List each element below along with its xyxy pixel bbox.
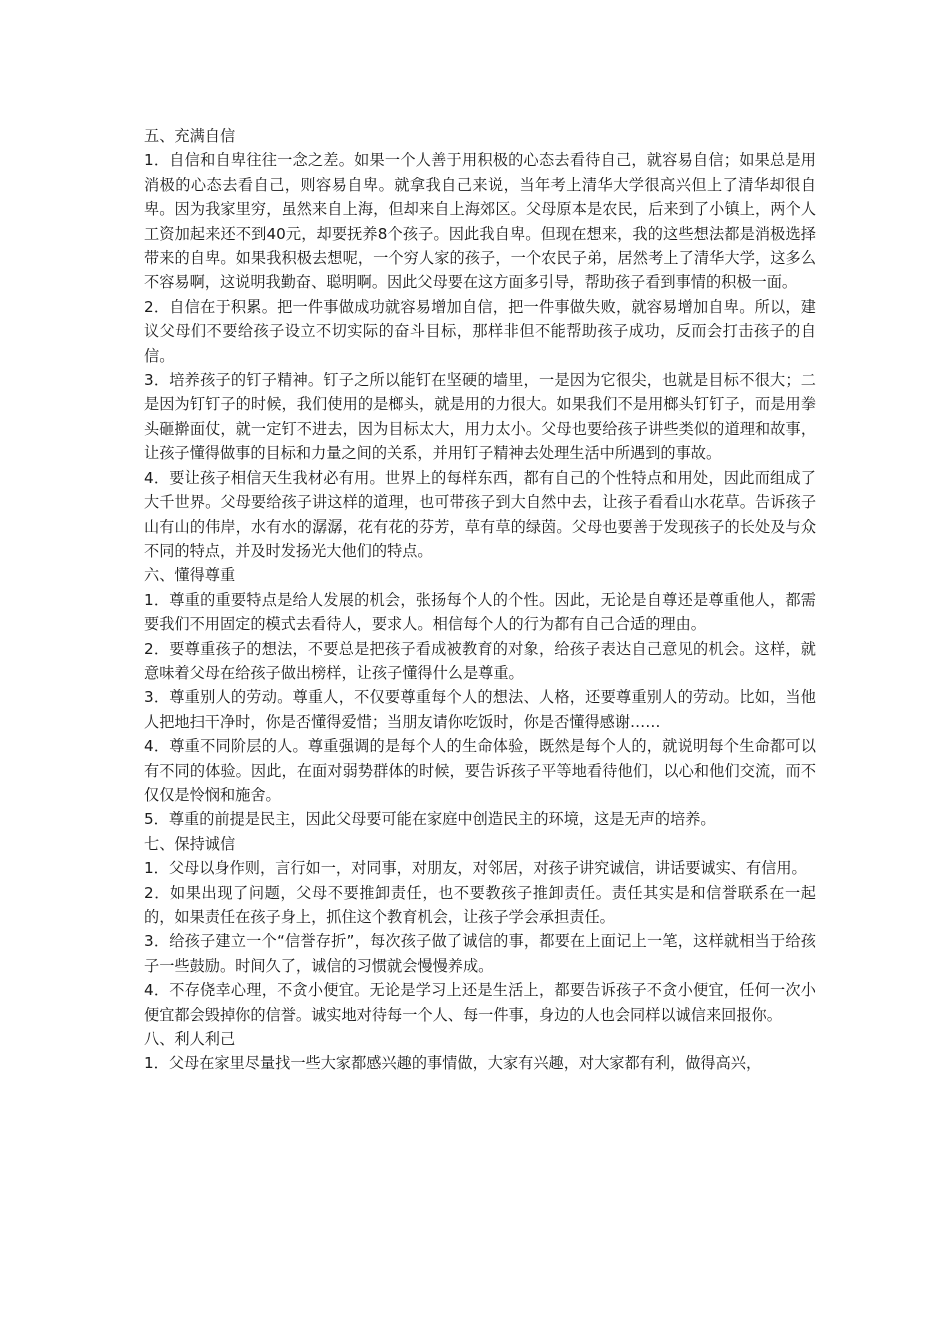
paragraph: 2．要尊重孩子的想法，不要总是把孩子看成被教育的对象，给孩子表达自己意见的机会。这样，就意味着父母在给孩子做出榜样，让孩子懂得什么是尊重。 bbox=[144, 639, 816, 682]
paragraph: 4．尊重不同阶层的人。尊重强调的是每个人的生命体验，既然是每个人的，就说明每个生命都可以有不同的体验。因此，在面对弱势群体的时候，要告诉孩子平等地看待他们，以心和他们交流，而不仅仅是怜悯和施舍。 bbox=[144, 737, 816, 804]
paragraph: 1．尊重的重要特点是给人发展的机会，张扬每个人的个性。因此，无论是自尊还是尊重他人，都需要我们不用固定的模式去看待人，要求人。相信每个人的行为都有自己合适的理由。 bbox=[144, 590, 816, 634]
paragraph: 3．给孩子建立一个“信誉存折”，每次孩子做了诚信的事，都要在上面记上一笔，这样就相当于给孩子一些鼓励。时间久了，诚信的习惯就会慢慢养成。 bbox=[144, 932, 816, 975]
paragraph: 1．自信和自卑往往一念之差。如果一个人善于用积极的心态去看待自己，就容易自信；如果总是用消极的心态去看自己，则容易自卑。就拿我自己来说，当年考上清华大学很高兴但上了清华却很自卑。因为我家里穷，虽然来自上海，但却来自上海郊区。父母原本是农民，后来到了小镇上，两个人工资加起来还不到40元，却要抚养8个孩子。因此我自卑。但现在想来，我的这些想法都是消极选择带来的自卑。如果我积极去想呢，一个穷人家的孩子，一个农民子弟，居然考上了清华大学，这多么不容易啊，这说明我勤奋、聪明啊。因此父母要在这方面多引导，帮助孩子看到事情的积极一面。 bbox=[144, 151, 816, 292]
paragraph: 5．尊重的前提是民主，因此父母要可能在家庭中创造民主的环境，这是无声的培养。 bbox=[144, 810, 716, 829]
paragraph: 2．如果出现了问题，父母不要推卸责任，也不要教孩子推卸责任。责任其实是和信誉联系在一起的，如果责任在孩子身上，抓住这个教育机会，让孩子学会承担责任。 bbox=[144, 883, 816, 926]
paragraph: 4．不存侥幸心理，不贪小便宜。无论是学习上还是生活上，都要告诉孩子不贪小便宜，任何一次小便宜都会毁掉你的信誉。诚实地对待每一个人、每一件事，身边的人也会同样以诚信来回报你。 bbox=[144, 981, 816, 1024]
paragraph: 1．父母在家里尽量找一些大家都感兴趣的事情做，大家有兴趣，对大家都有利，做得高兴， bbox=[144, 1054, 762, 1073]
section-mutual-benefit bbox=[144, 1027, 816, 1076]
section-confidence bbox=[144, 124, 816, 563]
paragraph: 4．要让孩子相信天生我材必有用。世界上的每样东西，都有自己的个性特点和用处，因此而组成了大千世界。父母要给孩子讲这样的道理，也可带孩子到大自然中去，让孩子看看山水花草。告诉孩子山有山的伟岸，水有水的潺潺，花有花的芬芳，草有草的绿茵。父母也要善于发现孩子的长处及与众不同的特点，并及时发扬光大他们的特点。 bbox=[144, 468, 816, 560]
paragraph: 1．父母以身作则，言行如一，对同事，对朋友，对邻居，对孩子讲究诚信，讲话要诚实、有信用。 bbox=[144, 859, 807, 878]
section-integrity bbox=[144, 832, 816, 1027]
paragraph: 2．自信在于积累。把一件事做成功就容易增加自信，把一件事做失败，就容易增加自卑。所以，建议父母们不要给孩子设立不切实际的奋斗目标，那样非但不能帮助孩子成功，反而会打击孩子的自信。 bbox=[144, 297, 816, 365]
paragraph: 3．培养孩子的钉子精神。钉子之所以能钉在坚硬的墙里，一是因为它很尖，也就是目标不很大；二是因为钉钉子的时候，我们使用的是榔头，就是用的力很大。如果我们不是用榔头钉钉子，而是用拳头砸擀面仗，就一定钉不进去，因为目标太大，用力太小。父母也要给孩子讲些类似的道理和故事，让孩子懂得做事的目标和力量之间的关系，并用钉子精神去处理生活中所遇到的事故。 bbox=[144, 371, 816, 463]
section-heading: 八、利人利己 bbox=[144, 1030, 236, 1049]
section-heading: 五、充满自信 bbox=[144, 127, 236, 145]
section-respect bbox=[144, 563, 816, 831]
section-heading: 七、保持诚信 bbox=[144, 834, 236, 853]
document-page bbox=[144, 124, 816, 1076]
paragraph: 3．尊重别人的劳动。尊重人，不仅要尊重每个人的想法、人格，还要尊重别人的劳动。比如，当他人把地扫干净时，你是否懂得爱惜；当朋友请你吃饭时，你是否懂得感谢…… bbox=[144, 688, 816, 731]
section-heading: 六、懂得尊重 bbox=[144, 566, 236, 585]
